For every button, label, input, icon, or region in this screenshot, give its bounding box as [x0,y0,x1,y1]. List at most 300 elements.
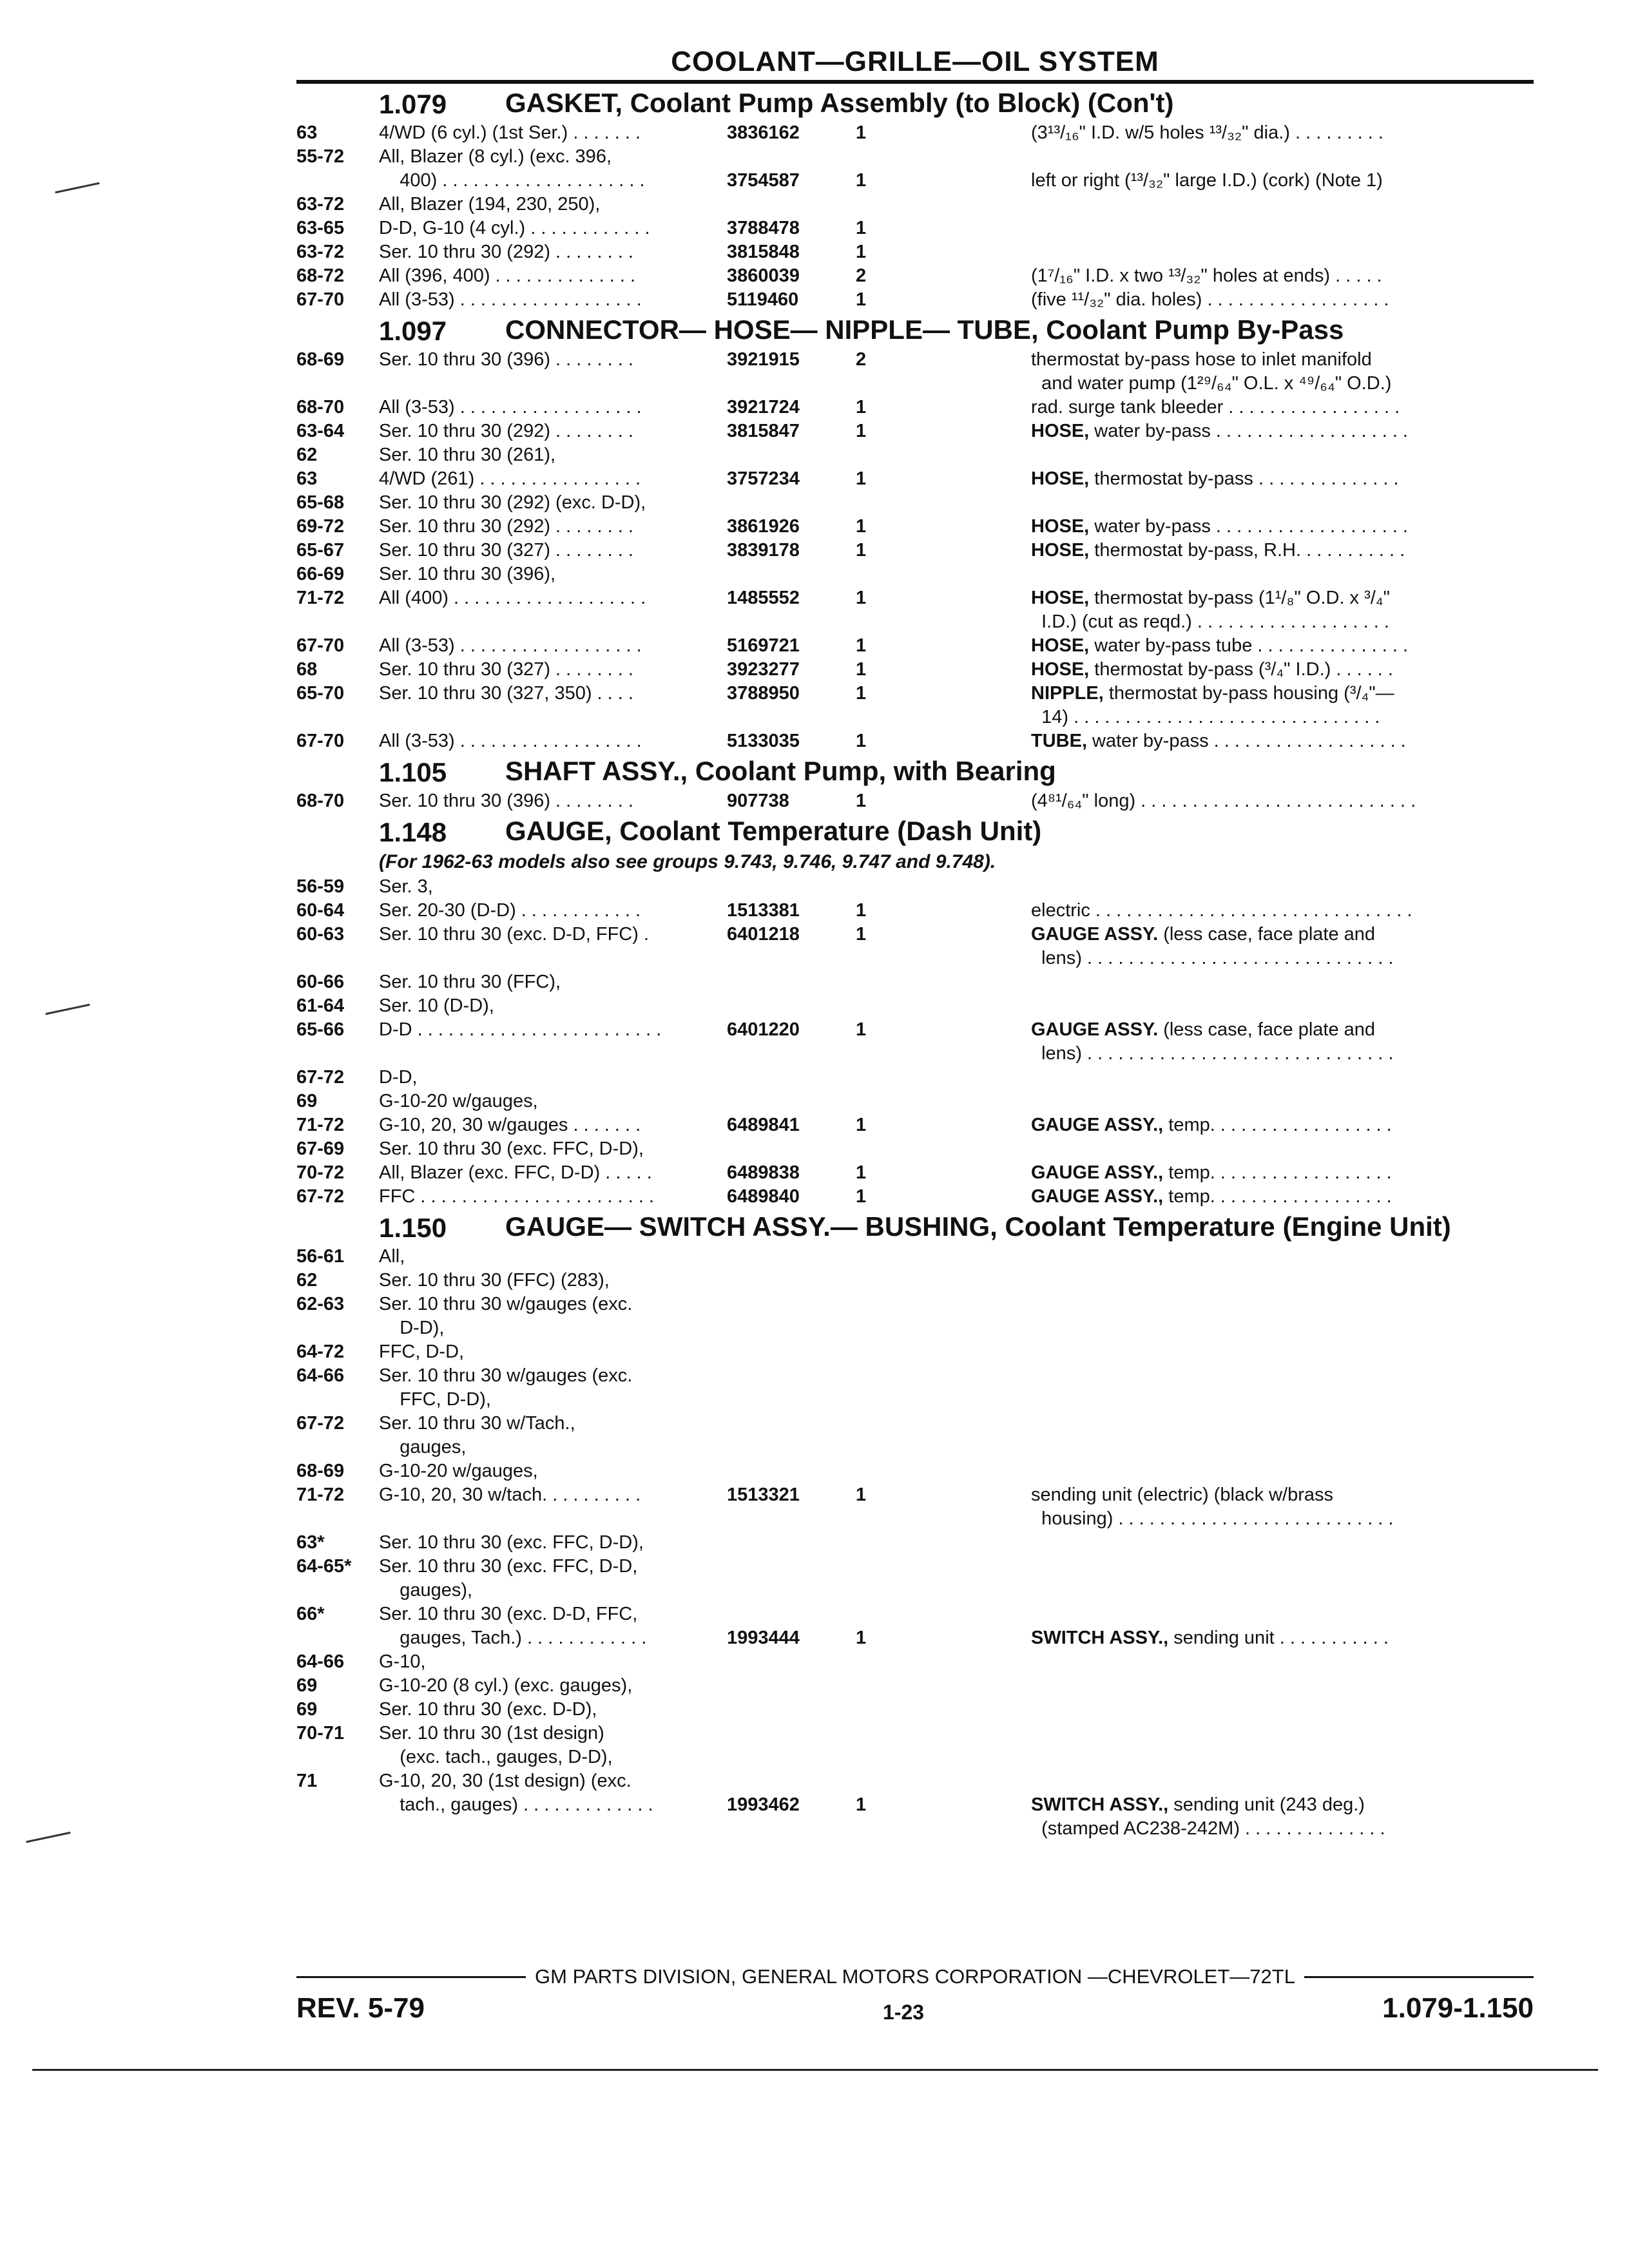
model-years [296,1316,379,1340]
application: (exc. tach., gauges, D-D), [379,1747,613,1767]
description [1031,1245,1534,1269]
application: FFC . . . . . . . . . . . . . . . . . . . . . . . [379,1186,654,1207]
part-number [727,1090,856,1113]
application: Ser. 10 thru 30 (292) . . . . . . . . [379,516,633,537]
model-years: 67-72 [296,1186,345,1207]
quantity: 1 [856,1162,867,1183]
description [1031,1579,1534,1602]
quantity [856,970,1031,994]
description [1031,491,1534,515]
quantity [856,1531,1031,1555]
quantity: 1 [856,242,867,262]
quantity: 1 [856,1186,867,1207]
group-range: 1.079-1.150 [1382,1992,1534,2024]
parts-row [296,586,1534,610]
quantity [856,1459,1031,1483]
section-title: GASKET, Coolant Pump Assembly (to Block) (Con't) [505,88,1174,118]
part-number: 1485552 [727,588,800,608]
model-years [296,169,379,193]
parts-row [296,491,1534,515]
model-years [296,1626,379,1650]
description [1031,1269,1534,1293]
application: 4/WD (6 cyl.) (1st Ser.) . . . . . . . [379,122,641,143]
part-number [727,1650,856,1674]
quantity: 1 [856,1794,867,1815]
part-number: 5119460 [727,289,799,310]
parts-row [296,288,1534,312]
quantity: 1 [856,683,867,704]
description: (4⁸¹/₆₄" long) . . . . . . . . . . . . . . . . . . . . . . . . . . . [1031,791,1416,811]
section-title: GAUGE, Coolant Temperature (Dash Unit) [505,816,1042,846]
model-years: 55-72 [296,146,345,167]
model-years: 66* [296,1604,325,1624]
description [1031,1436,1534,1459]
parts-row [296,1579,1534,1602]
model-years: 62 [296,1270,318,1291]
application: tach., gauges) . . . . . . . . . . . . . [379,1794,653,1815]
part-number [727,1555,856,1579]
model-years [296,1507,379,1531]
application: All, Blazer (exc. FFC, D-D) . . . . . [379,1162,652,1183]
application: All (3-53) . . . . . . . . . . . . . . . . . . [379,635,642,656]
description: thermostat by-pass hose to inlet manifold [1031,349,1372,370]
application: All (3-53) . . . . . . . . . . . . . . . . . . [379,731,642,751]
parts-row [296,1531,1534,1555]
application: Ser. 10 thru 30 (exc. FFC, D-D, [379,1556,638,1577]
description: HOSE, water by-pass . . . . . . . . . . . . . . . . . . . [1031,516,1408,537]
application: Ser. 10 thru 30 (327, 350) . . . . [379,683,633,704]
application: G-10, 20, 30 w/tach. . . . . . . . . . [379,1485,641,1505]
application: Ser. 10 thru 30 (396) . . . . . . . . [379,791,633,811]
application: 4/WD (261) . . . . . . . . . . . . . . . . [379,468,641,489]
quantity: 2 [856,349,867,370]
parts-row [296,443,1534,467]
description [1031,1769,1534,1793]
part-number [727,1602,856,1626]
part-number [727,1042,856,1066]
description: (1⁷/₁₆" I.D. x two ¹³/₃₂" holes at ends) . . . . . [1031,265,1382,286]
model-years: 62 [296,445,318,465]
quantity: 1 [856,900,867,921]
parts-row [296,994,1534,1018]
model-years: 66-69 [296,564,345,584]
quantity: 1 [856,924,867,945]
application: Ser. 10 thru 30 w/gauges (exc. [379,1365,633,1386]
application [379,610,727,634]
model-years: 67-70 [296,635,345,656]
model-years [296,1817,379,1841]
application [379,1507,727,1531]
part-number: 3921724 [727,397,800,418]
application: Ser. 10 thru 30 (exc. D-D), [379,1699,597,1720]
part-number [727,1579,856,1602]
application [379,1042,727,1066]
parts-row [296,970,1534,994]
part-number: 3921915 [727,349,800,370]
part-number [727,610,856,634]
application: Ser. 20-30 (D-D) . . . . . . . . . . . . [379,900,641,921]
quantity: 1 [856,218,867,238]
part-number: 3788950 [727,683,800,704]
application: Ser. 10 thru 30 (292) . . . . . . . . [379,242,633,262]
section-title: GAUGE— SWITCH ASSY.— BUSHING, Coolant Temperature (Engine Unit) [505,1211,1451,1242]
part-number [727,1531,856,1555]
description: (stamped AC238-242M) . . . . . . . . . . . . . . [1031,1818,1385,1839]
part-number [727,875,856,899]
part-number: 6489841 [727,1115,800,1135]
parts-row [296,1602,1534,1626]
parts-row [296,419,1534,443]
application: Ser. 10 thru 30 w/Tach., [379,1413,575,1434]
page-bottom-rule [32,2069,1598,2071]
part-number: 1513321 [727,1485,800,1505]
description [1031,1340,1534,1364]
parts-row [296,1507,1534,1531]
section-heading [296,1211,1534,1245]
parts-row [296,1459,1534,1483]
section-heading [296,314,1534,348]
application: Ser. 10 thru 30 (FFC) (283), [379,1270,610,1291]
part-number: 3788478 [727,218,800,238]
part-number [727,562,856,586]
model-years: 67-70 [296,289,345,310]
description: left or right (¹³/₃₂" large I.D.) (cork) (Note 1) [1031,170,1383,191]
parts-row [296,729,1534,753]
part-number [727,947,856,970]
part-number [727,443,856,467]
quantity [856,1388,1031,1412]
application [379,706,727,729]
quantity [856,1579,1031,1602]
quantity: 1 [856,635,867,656]
page-title: COOLANT—GRILLE—OIL SYSTEM [671,46,1159,77]
description: HOSE, thermostat by-pass . . . . . . . . . . . . . . [1031,468,1399,489]
description: GAUGE ASSY. (less case, face plate and [1031,1019,1376,1040]
parts-row [296,1364,1534,1388]
part-number [727,970,856,994]
model-years: 65-70 [296,683,345,704]
catalog-page [296,45,1534,1841]
description: rad. surge tank bleeder . . . . . . . . . . . . . . . . . [1031,397,1400,418]
description: HOSE, water by-pass . . . . . . . . . . . . . . . . . . . [1031,421,1408,441]
revision-label: REV. 5-79 [296,1992,425,2024]
parts-row [296,610,1534,634]
description: (3¹³/₁₆" I.D. w/5 holes ¹³/₃₂" dia.) . . . . . . . . . [1031,122,1383,143]
quantity [856,994,1031,1018]
section-title: CONNECTOR— HOSE— NIPPLE— TUBE, Coolant Pump By-Pass [505,314,1344,345]
parts-row [296,1137,1534,1161]
application: D-D . . . . . . . . . . . . . . . . . . . . . . . . [379,1019,662,1040]
part-number [727,1745,856,1769]
parts-row [296,1674,1534,1698]
application: All (396, 400) . . . . . . . . . . . . . . [379,265,636,286]
description: I.D.) (cut as reqd.) . . . . . . . . . . . . . . . . . . . [1031,611,1389,632]
quantity: 1 [856,289,867,310]
part-number [727,1269,856,1293]
parts-row [296,1817,1534,1841]
model-years: 63-72 [296,194,345,215]
application: All (400) . . . . . . . . . . . . . . . . . . . [379,588,646,608]
parts-row [296,264,1534,288]
quantity [856,875,1031,899]
parts-row [296,145,1534,169]
quantity: 1 [856,397,867,418]
description [1031,443,1534,467]
part-number [727,1245,856,1269]
description: GAUGE ASSY., temp. . . . . . . . . . . . . . . . . . [1031,1115,1392,1135]
model-years: 64-66 [296,1651,345,1672]
application: Ser. 3, [379,876,433,897]
application: gauges, [379,1437,467,1457]
scan-mark [55,182,99,193]
description [1031,1316,1534,1340]
quantity [856,706,1031,729]
quantity [856,443,1031,467]
application: G-10-20 w/gauges, [379,1091,538,1111]
quantity [856,193,1031,216]
description [1031,1650,1534,1674]
parts-row [296,1436,1534,1459]
description [1031,1293,1534,1316]
model-years [296,1042,379,1066]
part-number [727,1412,856,1436]
application: D-D, G-10 (4 cyl.) . . . . . . . . . . . . [379,218,650,238]
application [379,947,727,970]
quantity [856,491,1031,515]
parts-row [296,467,1534,491]
parts-row [296,706,1534,729]
page-footer [296,1965,1534,2024]
description: 14) . . . . . . . . . . . . . . . . . . . . . . . . . . . . . . [1031,707,1380,727]
description: TUBE, water by-pass . . . . . . . . . . . . . . . . . . . [1031,731,1406,751]
parts-row [296,1626,1534,1650]
description: GAUGE ASSY., temp. . . . . . . . . . . . . . . . . . [1031,1186,1392,1207]
application: Ser. 10 thru 30 (1st design) [379,1723,604,1744]
part-number [727,1698,856,1722]
application: Ser. 10 thru 30 (396) . . . . . . . . [379,349,633,370]
model-years: 68-70 [296,397,345,418]
quantity: 1 [856,1115,867,1135]
parts-row [296,1412,1534,1436]
description: GAUGE ASSY. (less case, face plate and [1031,924,1376,945]
model-years: 67-72 [296,1413,345,1434]
description [1031,1674,1534,1698]
parts-row [296,682,1534,706]
sections-container [296,88,1534,1841]
part-number [727,1316,856,1340]
section-title: SHAFT ASSY., Coolant Pump, with Bearing [505,756,1056,786]
application: D-D, [379,1067,418,1088]
part-number: 3757234 [727,468,800,489]
parts-row [296,1269,1534,1293]
model-years: 68-69 [296,349,345,370]
quantity [856,562,1031,586]
model-years: 69-72 [296,516,345,537]
part-number: 3836162 [727,122,800,143]
part-number: 3923277 [727,659,800,680]
quantity [856,1066,1031,1090]
description: housing) . . . . . . . . . . . . . . . . . . . . . . . . . . . [1031,1508,1394,1529]
part-number [727,1769,856,1793]
model-years: 68-69 [296,1461,345,1481]
quantity [856,1769,1031,1793]
description [1031,1531,1534,1555]
description [1031,1090,1534,1113]
part-number: 6489840 [727,1186,800,1207]
model-years: 65-66 [296,1019,345,1040]
parts-row [296,923,1534,947]
description: and water pump (1²⁹/₆₄" O.L. x ⁴⁹/₆₄" O.D.) [1031,373,1392,394]
quantity: 1 [856,1019,867,1040]
model-years [296,1745,379,1769]
part-number: 5169721 [727,635,800,656]
quantity [856,1090,1031,1113]
part-number: 6401218 [727,924,800,945]
part-number [727,1722,856,1745]
model-years: 65-67 [296,540,345,561]
parts-row [296,947,1534,970]
description [1031,1137,1534,1161]
parts-row [296,348,1534,372]
application: All (3-53) . . . . . . . . . . . . . . . . . . [379,289,642,310]
section-note: (For 1962-63 models also see groups 9.743, 9.746, 9.747 and 9.748). [379,851,996,872]
quantity [856,1412,1031,1436]
parts-row [296,899,1534,923]
description: (five ¹¹/₃₂" dia. holes) . . . . . . . . . . . . . . . . . . [1031,289,1389,310]
scan-mark [45,1004,90,1015]
part-number [727,372,856,396]
model-years: 63-72 [296,242,345,262]
scan-mark [26,1832,70,1843]
section-heading [296,88,1534,121]
quantity: 1 [856,540,867,561]
part-number: 5133035 [727,731,800,751]
parts-row [296,1698,1534,1722]
quantity [856,1137,1031,1161]
quantity: 1 [856,1628,867,1648]
parts-row [296,1388,1534,1412]
model-years [296,1436,379,1459]
part-number: 1513381 [727,900,800,921]
model-years: 63-65 [296,218,345,238]
parts-row [296,658,1534,682]
application: Ser. 10 thru 30 (exc. FFC, D-D), [379,1532,644,1553]
description [1031,562,1534,586]
description: SWITCH ASSY., sending unit . . . . . . . . . . . [1031,1628,1389,1648]
model-years [296,372,379,396]
part-number [727,1137,856,1161]
description [1031,216,1534,240]
quantity [856,1650,1031,1674]
quantity [856,1316,1031,1340]
model-years: 65-68 [296,492,345,513]
model-years: 67-70 [296,731,345,751]
application: Ser. 10 (D-D), [379,995,494,1016]
part-number: 3839178 [727,540,800,561]
application: All, Blazer (8 cyl.) (exc. 396, [379,146,612,167]
model-years: 60-63 [296,924,345,945]
parts-row [296,1185,1534,1209]
description [1031,1364,1534,1388]
quantity [856,1698,1031,1722]
application: G-10-20 (8 cyl.) (exc. gauges), [379,1675,633,1696]
quantity [856,145,1031,169]
quantity: 1 [856,588,867,608]
description [1031,994,1534,1018]
description [1031,970,1534,994]
model-years: 71 [296,1771,318,1791]
application: Ser. 10 thru 30 (exc. D-D, FFC, [379,1604,638,1624]
part-number: 1993462 [727,1794,800,1815]
description [1031,875,1534,899]
quantity: 2 [856,265,867,286]
description [1031,1459,1534,1483]
model-years: 69 [296,1699,318,1720]
description [1031,145,1534,169]
model-years: 68-70 [296,791,345,811]
parts-row [296,634,1534,658]
quantity [856,1507,1031,1531]
model-years [296,610,379,634]
part-number [727,1459,856,1483]
description: HOSE, thermostat by-pass (1¹/₈" O.D. x ³/₄" [1031,588,1390,608]
model-years: 60-66 [296,972,345,992]
application: Ser. 10 thru 30 (292) . . . . . . . . [379,421,633,441]
application: All, [379,1246,405,1267]
quantity: 1 [856,1485,867,1505]
part-number: 3860039 [727,265,800,286]
model-years [296,706,379,729]
description: GAUGE ASSY., temp. . . . . . . . . . . . . . . . . . [1031,1162,1392,1183]
part-number [727,145,856,169]
part-number [727,706,856,729]
parts-row [296,372,1534,396]
quantity [856,1674,1031,1698]
model-years [296,1793,379,1817]
part-number [727,1817,856,1841]
description: lens) . . . . . . . . . . . . . . . . . . . . . . . . . . . . . . [1031,948,1394,968]
model-years: 71-72 [296,1115,345,1135]
application [379,1817,727,1841]
description [1031,193,1534,216]
model-years: 63 [296,122,318,143]
parts-row [296,1793,1534,1817]
quantity [856,1340,1031,1364]
quantity [856,372,1031,396]
quantity [856,1245,1031,1269]
application: G-10, [379,1651,426,1672]
model-years: 61-64 [296,995,345,1016]
quantity: 1 [856,731,867,751]
model-years: 69 [296,1091,318,1111]
model-years: 68 [296,659,318,680]
description: HOSE, thermostat by-pass, R.H. . . . . . . . . . . [1031,540,1405,561]
part-number: 1993444 [727,1628,800,1648]
parts-row [296,1293,1534,1316]
section-heading [296,756,1534,789]
quantity [856,1722,1031,1745]
quantity [856,947,1031,970]
quantity: 1 [856,659,867,680]
part-number: 6489838 [727,1162,800,1183]
parts-row [296,169,1534,193]
parts-row [296,1245,1534,1269]
part-number: 3861926 [727,516,800,537]
model-years [296,1388,379,1412]
application: gauges, Tach.) . . . . . . . . . . . . [379,1628,647,1648]
model-years: 64-65* [296,1556,352,1577]
section-number: 1.097 [379,316,447,346]
